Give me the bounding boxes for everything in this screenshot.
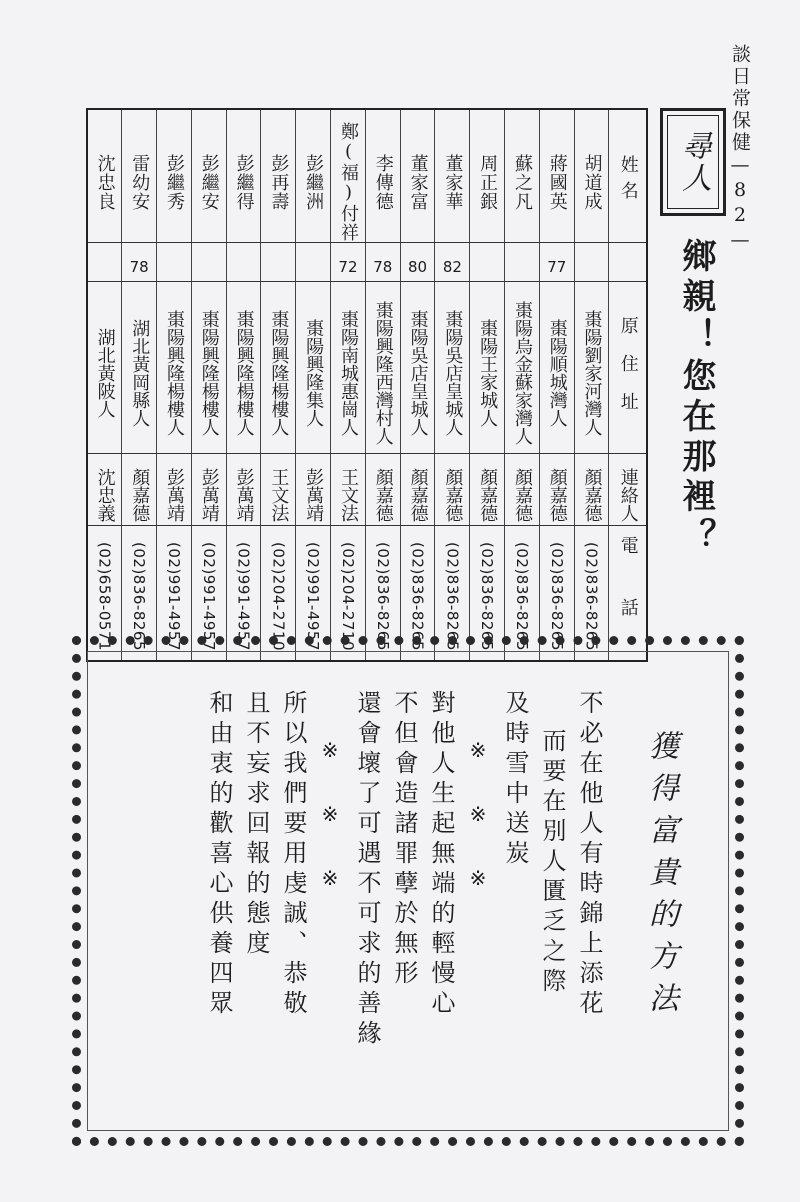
contact-person: 彭萬靖 bbox=[233, 467, 255, 522]
search-slogan: 鄉親！您在那裡？ bbox=[676, 238, 716, 558]
contact-phone: (02)836-8265 bbox=[408, 542, 427, 652]
person-address: 棗陽興隆楊樓人 bbox=[268, 309, 290, 436]
person-age: 72 bbox=[338, 258, 358, 276]
contact-person: 顏嘉德 bbox=[442, 467, 464, 522]
person-name: 彭繼洲 bbox=[303, 153, 325, 211]
contact-phone: (02)991-4957 bbox=[199, 542, 218, 652]
contact-phone: (02)836-8265 bbox=[582, 542, 601, 652]
row-contact bbox=[87, 454, 647, 526]
person-address: 棗陽吳店皇城人 bbox=[442, 309, 464, 436]
contact-phone: (02)991-4957 bbox=[304, 542, 323, 652]
person-age: 80 bbox=[408, 258, 428, 276]
person-address: 棗陽劉家河灣人 bbox=[581, 309, 603, 436]
contact-phone: (02)836-8265 bbox=[512, 542, 531, 652]
column-header-phone: 電話 bbox=[617, 536, 639, 660]
contact-phone: (02)991-4957 bbox=[164, 542, 183, 652]
column-header-address: 原住址 bbox=[617, 315, 639, 430]
column-header-name: 姓名 bbox=[617, 155, 639, 207]
person-age: 82 bbox=[442, 258, 462, 276]
contact-person: 彭萬靖 bbox=[303, 467, 325, 522]
row-name bbox=[87, 109, 647, 243]
contact-person: 王文法 bbox=[337, 467, 359, 522]
person-address: 棗陽吳店皇城人 bbox=[407, 309, 429, 436]
poem-line: 而要在別人匱乏之際 bbox=[538, 728, 566, 998]
contact-phone: (02)836-8265 bbox=[373, 542, 392, 652]
person-address: 棗陽順城灣人 bbox=[546, 318, 568, 427]
poem-body bbox=[204, 690, 604, 1050]
contact-phone: (02)836-8265 bbox=[478, 542, 497, 652]
contact-person: 沈忠義 bbox=[94, 467, 116, 522]
contact-person: 彭萬靖 bbox=[198, 467, 220, 522]
contact-person: 顏嘉德 bbox=[477, 467, 499, 522]
contact-phone: (02)991-4957 bbox=[234, 542, 253, 652]
poem-separator: ※※※ bbox=[318, 738, 342, 930]
running-header bbox=[727, 44, 754, 254]
person-name: 沈忠良 bbox=[94, 153, 116, 211]
person-name: 雷幼安 bbox=[129, 153, 151, 211]
poem-line: 不但會造諸罪孽於無形 bbox=[390, 690, 418, 990]
poem-line: 所以我們要用虔誠、恭敬 bbox=[279, 690, 307, 1020]
row-age bbox=[87, 243, 647, 282]
contact-person: 顏嘉德 bbox=[546, 467, 568, 522]
person-address: 棗陽王家城人 bbox=[477, 318, 499, 427]
person-name: 彭繼安 bbox=[198, 153, 220, 211]
contact-phone: (02)836-8265 bbox=[547, 542, 566, 652]
search-title-box bbox=[660, 108, 726, 216]
column-header-contact: 連絡人 bbox=[617, 467, 639, 522]
contact-phone: (02)204-2710 bbox=[269, 542, 288, 652]
poem-line: 不必在他人有時錦上添花 bbox=[575, 690, 603, 1020]
row-address bbox=[87, 282, 647, 454]
person-age: 77 bbox=[547, 258, 567, 276]
person-address: 棗陽興隆楊樓人 bbox=[163, 309, 185, 436]
poem-line: 及時雪中送炭 bbox=[501, 690, 529, 870]
person-name: 彭繼秀 bbox=[163, 153, 185, 211]
poem-line: 和由衷的歡喜心供養四眾 bbox=[205, 690, 233, 1020]
poem-line: 還會壞了可遇不可求的善緣 bbox=[353, 690, 381, 1050]
person-address: 棗陽興隆集人 bbox=[303, 318, 325, 427]
running-title: 談日常保健—82— bbox=[729, 44, 751, 254]
contact-person: 顏嘉德 bbox=[511, 467, 533, 522]
contact-phone: (02)204-2710 bbox=[338, 542, 357, 652]
person-name: 彭再壽 bbox=[268, 153, 290, 211]
poem-line: 對他人生起無端的輕慢心 bbox=[427, 690, 455, 1020]
person-name: 周正銀 bbox=[477, 153, 499, 211]
contact-person: 顏嘉德 bbox=[372, 467, 394, 522]
person-name: 蘇之凡 bbox=[511, 153, 533, 211]
person-address: 湖北黃陂人 bbox=[94, 327, 116, 418]
contact-person: 顏嘉德 bbox=[581, 467, 603, 522]
contact-person: 王文法 bbox=[268, 467, 290, 522]
person-name: 彭繼得 bbox=[233, 153, 255, 211]
poem-separator: ※※※ bbox=[466, 738, 490, 930]
person-age: 78 bbox=[129, 258, 149, 276]
person-name: 鄭(福)付祥 bbox=[337, 122, 359, 242]
person-name: 董家華 bbox=[442, 153, 464, 211]
contact-phone: (02)836-8265 bbox=[443, 542, 462, 652]
missing-persons-table bbox=[86, 108, 646, 660]
person-address: 棗陽興隆楊樓人 bbox=[233, 309, 255, 436]
person-address: 湖北黃岡縣人 bbox=[129, 318, 151, 427]
person-name: 董家富 bbox=[407, 153, 429, 211]
person-name: 蔣國英 bbox=[546, 153, 568, 211]
contact-phone: (02)836-8265 bbox=[130, 542, 149, 652]
poem-title: 獲得富貴的方法 bbox=[643, 730, 678, 1024]
person-address: 棗陽南城惠崗人 bbox=[337, 309, 359, 436]
person-age: 78 bbox=[373, 258, 393, 276]
contact-person: 顏嘉德 bbox=[407, 467, 429, 522]
search-title: 尋人 bbox=[676, 130, 711, 194]
person-address: 棗陽興隆西灣村人 bbox=[372, 300, 394, 445]
contact-person: 顏嘉德 bbox=[129, 467, 151, 522]
contact-phone: (02)658-0571 bbox=[95, 542, 114, 652]
person-address: 棗陽烏金蘇家灣人 bbox=[511, 300, 533, 445]
person-address: 棗陽興隆楊樓人 bbox=[198, 309, 220, 436]
person-name: 胡道成 bbox=[581, 153, 603, 211]
person-name: 李傳德 bbox=[372, 153, 394, 211]
contact-person: 彭萬靖 bbox=[163, 467, 185, 522]
poem-line: 且不妄求回報的態度 bbox=[242, 690, 270, 960]
